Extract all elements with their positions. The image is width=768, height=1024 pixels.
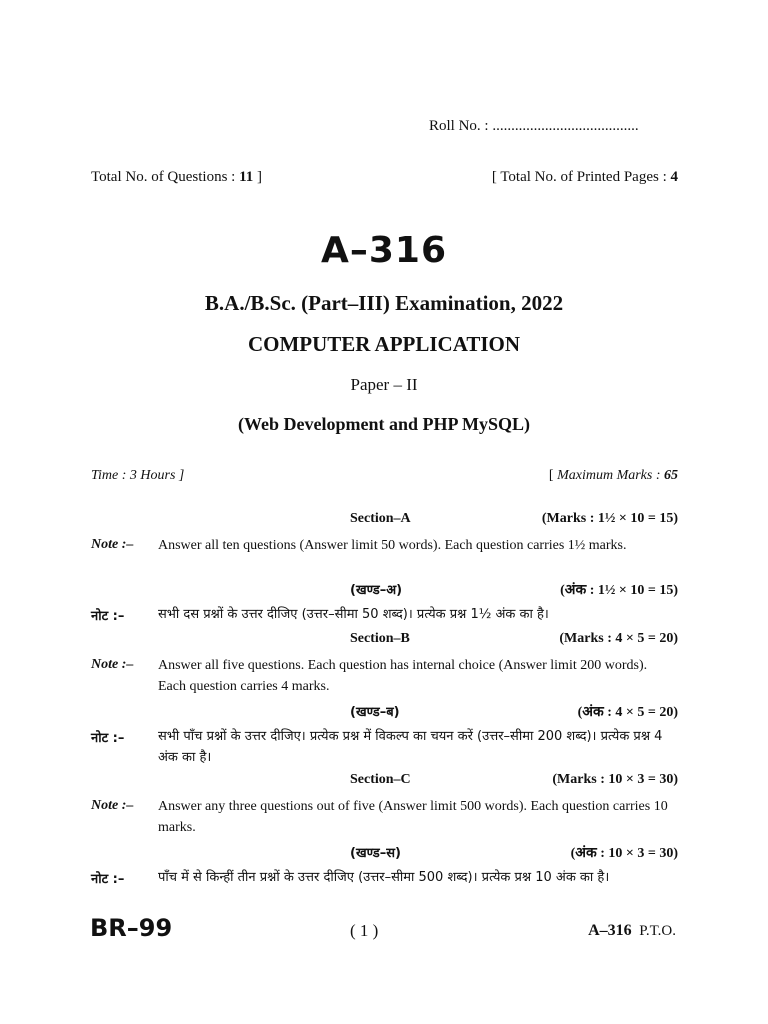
footer-paper-code — [588, 922, 676, 940]
section-c-heading: Section–C — [350, 772, 411, 787]
footer-series-code: BR–99 — [90, 914, 173, 942]
section-c-hindi-heading: (खण्ड–स) — [350, 846, 401, 861]
subject-title: COMPUTER APPLICATION — [247, 332, 521, 356]
section-c-note-text: Answer any three questions out of five (Answer limit 500 words). Each question carries 10 marks. — [158, 799, 668, 835]
section-b-hindi-text: सभी पाँच प्रश्नों के उत्तर दीजिए। प्रत्येक प्रश्न में विकल्प का चयन करें (उत्तर–सीमा 200 शब्द)। प्रत्येक प्रश्न 4 अंक का है। — [158, 729, 663, 765]
section-a-heading: Section–A — [350, 511, 411, 526]
section-b-marks: (Marks : 4 × 5 = 20) — [559, 631, 678, 646]
footer-pto: P.T.O. — [639, 923, 676, 939]
section-c-hindi-text: पाँच में से किन्हीं तीन प्रश्नों के उत्तर दीजिए (उत्तर–सीमा 500 शब्द)। प्रत्येक प्रश्न 10 अंक का है। — [158, 870, 610, 885]
paper-number: Paper – II — [350, 375, 418, 394]
section-b-note-text: Answer all five questions. Each question has internal choice (Answer limit 200 words). Each question carries 4 marks. — [158, 658, 648, 694]
section-c-hindi-marks: (अंक : 10 × 3 = 30) — [570, 846, 678, 861]
section-a-hindi-marks: (अंक : 1½ × 10 = 15) — [560, 583, 678, 598]
roll-number: Roll No. : ....................................... — [429, 118, 639, 134]
section-b-heading: Section–B — [350, 631, 410, 646]
section-b-note-label: Note :– — [91, 657, 134, 672]
max-marks-label: Maximum Marks : — [557, 468, 664, 483]
section-a-marks: (Marks : 1½ × 10 = 15) — [541, 511, 678, 526]
total-questions-label: Total No. of Questions : — [91, 169, 240, 185]
total-pages — [492, 169, 678, 186]
paper-code: A–316 — [320, 230, 447, 271]
total-questions: Total No. of Questions : 11 ] — [91, 169, 263, 185]
total-pages-value: 4 — [670, 169, 678, 185]
footer-code: A–316 — [588, 922, 632, 939]
section-b-hindi-label: नोट :– — [91, 731, 125, 746]
section-a-hindi-heading: (खण्ड–अ) — [350, 583, 403, 598]
time-allowed: Time : 3 Hours ] — [91, 468, 185, 483]
maximum-marks — [549, 468, 678, 484]
section-a-note-label: Note :– — [91, 537, 134, 552]
exam-title: B.A./B.Sc. (Part–III) Examination, 2022 — [204, 291, 564, 315]
section-c-marks: (Marks : 10 × 3 = 30) — [552, 772, 678, 787]
total-questions-value: 11 — [239, 169, 254, 185]
section-b-hindi-marks: (अंक : 4 × 5 = 20) — [577, 705, 678, 720]
section-a-hindi-label: नोट :– — [91, 609, 125, 624]
total-pages-label: [ Total No. of Printed Pages : — [491, 169, 671, 185]
footer-page-number: ( 1 ) — [350, 921, 379, 940]
section-a-hindi-text: सभी दस प्रश्नों के उत्तर दीजिए (उत्तर–सीमा 50 शब्द)। प्रत्येक प्रश्न 1½ अंक का है। — [158, 607, 549, 622]
section-c-note-label: Note :– — [91, 798, 134, 813]
section-c-hindi-label: नोट :– — [91, 872, 125, 887]
section-b-hindi-heading: (खण्ड–ब) — [350, 705, 400, 720]
section-a-note-text: Answer all ten questions (Answer limit 50 words). Each question carries 1½ marks. — [158, 538, 627, 553]
paper-title: (Web Development and PHP MySQL) — [238, 414, 530, 434]
max-marks-value: 65 — [664, 468, 678, 483]
max-marks-prefix: [ — [548, 468, 558, 483]
